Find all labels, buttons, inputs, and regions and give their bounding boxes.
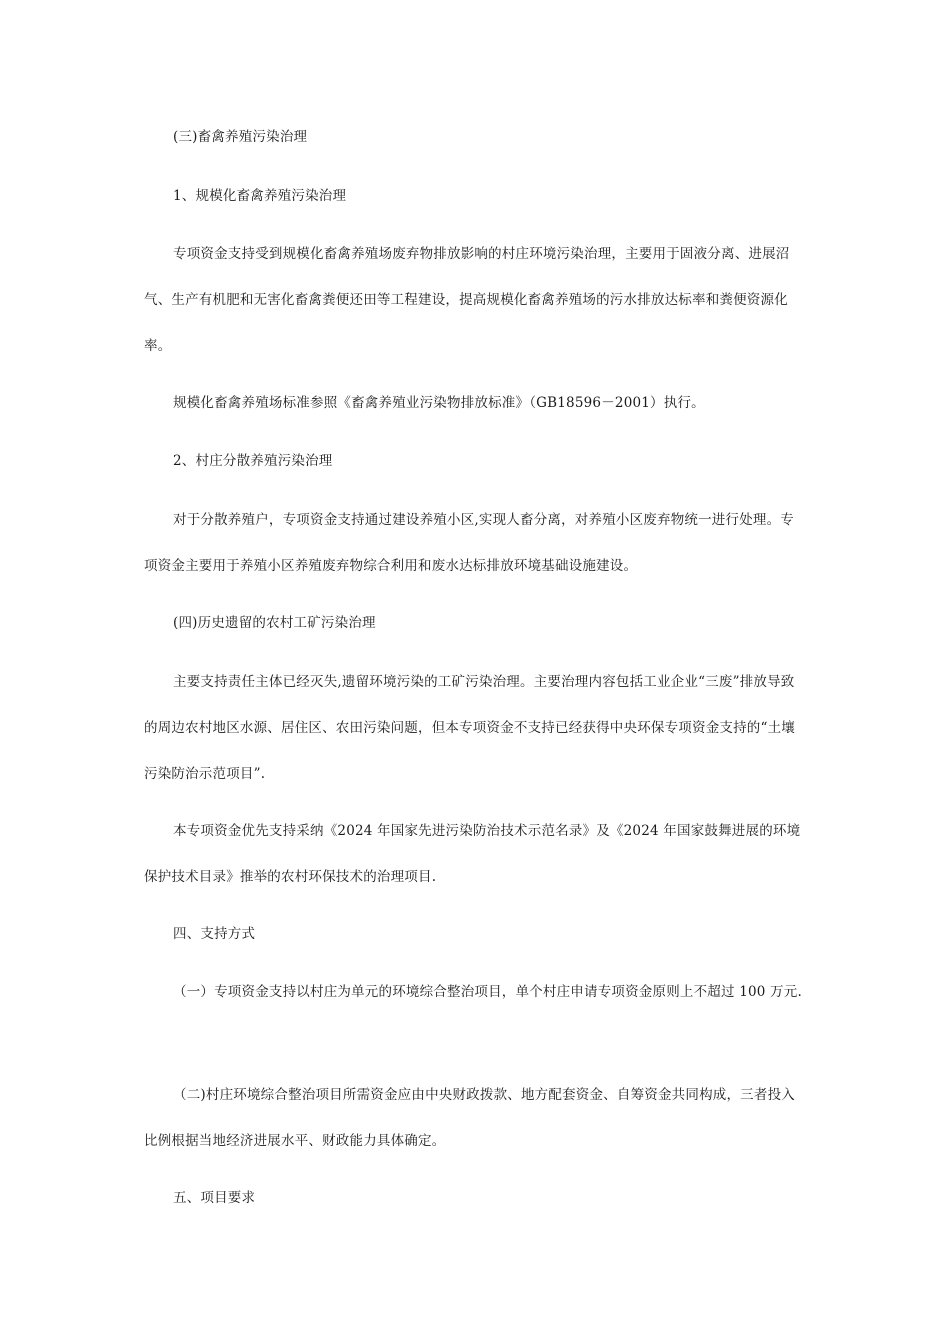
section-heading-support-method: 四、支持方式: [173, 926, 256, 942]
paragraph-scale-farming-support: 专项资金支持受到规模化畜禽养殖场废弃物排放影响的村庄环境污染治理，主要用于固液分离、进展沼气、生产有机肥和无害化畜禽粪便还田等工程建设，提高规模化畜禽养殖场的污水排放达标率和粪便资源化率。: [144, 246, 790, 354]
paragraph-priority-technology: 本专项资金优先支持采纳《2024 年国家先进污染防治技术示范名录》及《2024 年国家鼓舞进展的环境保护技术目录》推举的农村环保技术的治理项目.: [144, 823, 801, 885]
paragraph-legacy-mining: 主要支持责任主体已经灭失,遗留环境污染的工矿污染治理。主要治理内容包括工业企业“三废”排放导致的周边农村地区水源、居住区、农田污染问题，但本专项资金不支持已经获得中央环保专项资金支持的“土壤污染防治示范项目”.: [144, 674, 795, 782]
paragraph-support-item-1: （一）专项资金支持以村庄为单元的环境综合整治项目，单个村庄申请专项资金原则上不超过 100 万元.: [173, 984, 802, 1000]
section-heading-legacy-mining: (四)历史遗留的农村工矿污染治理: [173, 615, 376, 631]
paragraph-scattered-farming: 对于分散养殖户，专项资金支持通过建设养殖小区,实现人畜分离，对养殖小区废弃物统一进行处理。专项资金主要用于养殖小区养殖废弃物综合利用和废水达标排放环境基础设施建设。: [144, 512, 794, 574]
section-heading-livestock: (三)畜禽养殖污染治理: [173, 129, 308, 145]
subsection-heading-scale-farming: 1、规模化畜禽养殖污染治理: [173, 188, 347, 204]
subsection-heading-scattered-farming: 2、村庄分散养殖污染治理: [173, 453, 333, 469]
paragraph-support-item-2: （二)村庄环境综合整治项目所需资金应由中央财政拨款、地方配套资金、自筹资金共同构成，三者投入比例根据当地经济进展水平、财政能力具体确定。: [144, 1087, 795, 1149]
paragraph-scale-farming-standard: 规模化畜禽养殖场标准参照《畜禽养殖业污染物排放标准》（GB18596－2001）执行。: [173, 395, 705, 411]
section-heading-project-requirements: 五、项目要求: [173, 1190, 256, 1206]
